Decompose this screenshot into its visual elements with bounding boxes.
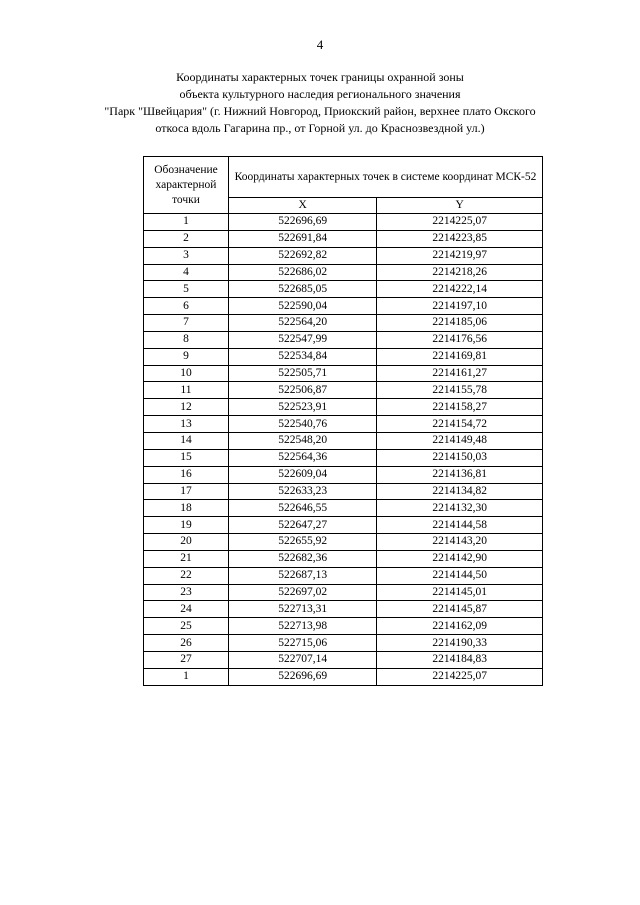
table-header-row (144, 157, 543, 198)
cell-point: 15 (144, 449, 229, 466)
cell-point: 5 (144, 281, 229, 298)
table-row (144, 567, 543, 584)
table-row (144, 298, 543, 315)
cell-y: 2214219,97 (377, 247, 543, 264)
coordinates-table (143, 156, 543, 686)
table-row (144, 348, 543, 365)
cell-point: 12 (144, 399, 229, 416)
header-coordinates: Координаты характерных точек в системе координат МСК-52 (229, 157, 543, 198)
cell-x: 522691,84 (229, 230, 377, 247)
cell-x: 522564,20 (229, 315, 377, 332)
cell-point: 27 (144, 651, 229, 668)
header-point-designation: Обозначение характерной точки (144, 157, 229, 214)
table-row (144, 651, 543, 668)
cell-x: 522609,04 (229, 466, 377, 483)
header-x: X (229, 198, 377, 214)
cell-point: 19 (144, 517, 229, 534)
cell-point: 24 (144, 601, 229, 618)
cell-point: 9 (144, 348, 229, 365)
table-row (144, 618, 543, 635)
cell-point: 18 (144, 500, 229, 517)
table-row (144, 399, 543, 416)
cell-point: 2 (144, 230, 229, 247)
cell-x: 522682,36 (229, 550, 377, 567)
table-row (144, 331, 543, 348)
cell-point: 17 (144, 483, 229, 500)
table-row (144, 517, 543, 534)
cell-x: 522646,55 (229, 500, 377, 517)
table-row (144, 264, 543, 281)
table-row (144, 365, 543, 382)
cell-x: 522696,69 (229, 668, 377, 685)
cell-point: 22 (144, 567, 229, 584)
cell-y: 2214143,20 (377, 534, 543, 551)
cell-x: 522697,02 (229, 584, 377, 601)
cell-y: 2214150,03 (377, 449, 543, 466)
cell-y: 2214132,30 (377, 500, 543, 517)
cell-y: 2214223,85 (377, 230, 543, 247)
cell-x: 522715,06 (229, 635, 377, 652)
cell-y: 2214190,33 (377, 635, 543, 652)
cell-point: 20 (144, 534, 229, 551)
cell-point: 23 (144, 584, 229, 601)
table-row (144, 550, 543, 567)
title-line: откоса вдоль Гагарина пр., от Горной ул. до Краснозвездной ул.) (155, 121, 485, 135)
cell-y: 2214145,87 (377, 601, 543, 618)
cell-x: 522647,27 (229, 517, 377, 534)
cell-x: 522548,20 (229, 432, 377, 449)
cell-x: 522685,05 (229, 281, 377, 298)
cell-x: 522633,23 (229, 483, 377, 500)
table-row (144, 584, 543, 601)
cell-y: 2214225,07 (377, 214, 543, 231)
page-number: 4 (316, 37, 324, 52)
cell-y: 2214185,06 (377, 315, 543, 332)
cell-point: 1 (144, 668, 229, 685)
cell-point: 21 (144, 550, 229, 567)
cell-point: 3 (144, 247, 229, 264)
cell-y: 2214222,14 (377, 281, 543, 298)
table-row (144, 382, 543, 399)
table-row (144, 449, 543, 466)
cell-y: 2214155,78 (377, 382, 543, 399)
cell-x: 522523,91 (229, 399, 377, 416)
table-body (144, 214, 543, 686)
cell-x: 522692,82 (229, 247, 377, 264)
cell-y: 2214218,26 (377, 264, 543, 281)
cell-y: 2214149,48 (377, 432, 543, 449)
document-title (100, 69, 540, 137)
table-row (144, 214, 543, 231)
cell-x: 522696,69 (229, 214, 377, 231)
table-row (144, 416, 543, 433)
cell-point: 13 (144, 416, 229, 433)
cell-point: 6 (144, 298, 229, 315)
cell-x: 522534,84 (229, 348, 377, 365)
table-row (144, 466, 543, 483)
table-row (144, 432, 543, 449)
cell-x: 522547,99 (229, 331, 377, 348)
table-row (144, 668, 543, 685)
cell-x: 522713,31 (229, 601, 377, 618)
cell-point: 1 (144, 214, 229, 231)
cell-point: 25 (144, 618, 229, 635)
cell-y: 2214136,81 (377, 466, 543, 483)
cell-y: 2214162,09 (377, 618, 543, 635)
table-row (144, 281, 543, 298)
cell-y: 2214144,50 (377, 567, 543, 584)
cell-y: 2214154,72 (377, 416, 543, 433)
cell-x: 522590,04 (229, 298, 377, 315)
table-row (144, 601, 543, 618)
table-row (144, 500, 543, 517)
cell-point: 4 (144, 264, 229, 281)
cell-y: 2214197,10 (377, 298, 543, 315)
table-row (144, 230, 543, 247)
title-line: объекта культурного наследия регионального значения (179, 87, 461, 101)
header-y: Y (377, 198, 543, 214)
title-line: Координаты характерных точек границы охранной зоны (176, 70, 464, 84)
cell-y: 2214161,27 (377, 365, 543, 382)
table-header (144, 157, 543, 214)
cell-x: 522655,92 (229, 534, 377, 551)
cell-y: 2214184,83 (377, 651, 543, 668)
cell-x: 522540,76 (229, 416, 377, 433)
cell-point: 8 (144, 331, 229, 348)
table-row (144, 635, 543, 652)
cell-y: 2214225,07 (377, 668, 543, 685)
cell-point: 16 (144, 466, 229, 483)
cell-x: 522707,14 (229, 651, 377, 668)
table-row (144, 534, 543, 551)
cell-point: 10 (144, 365, 229, 382)
cell-point: 7 (144, 315, 229, 332)
cell-y: 2214158,27 (377, 399, 543, 416)
cell-x: 522505,71 (229, 365, 377, 382)
table-row (144, 247, 543, 264)
table-row (144, 483, 543, 500)
cell-x: 522687,13 (229, 567, 377, 584)
cell-y: 2214144,58 (377, 517, 543, 534)
cell-y: 2214169,81 (377, 348, 543, 365)
cell-y: 2214142,90 (377, 550, 543, 567)
cell-x: 522713,98 (229, 618, 377, 635)
cell-point: 11 (144, 382, 229, 399)
cell-point: 26 (144, 635, 229, 652)
cell-y: 2214145,01 (377, 584, 543, 601)
cell-point: 14 (144, 432, 229, 449)
cell-x: 522564,36 (229, 449, 377, 466)
title-line: "Парк "Швейцария" (г. Нижний Новгород, Приокский район, верхнее плато Окского (104, 104, 536, 118)
cell-x: 522506,87 (229, 382, 377, 399)
cell-y: 2214176,56 (377, 331, 543, 348)
cell-x: 522686,02 (229, 264, 377, 281)
cell-y: 2214134,82 (377, 483, 543, 500)
table-row (144, 315, 543, 332)
